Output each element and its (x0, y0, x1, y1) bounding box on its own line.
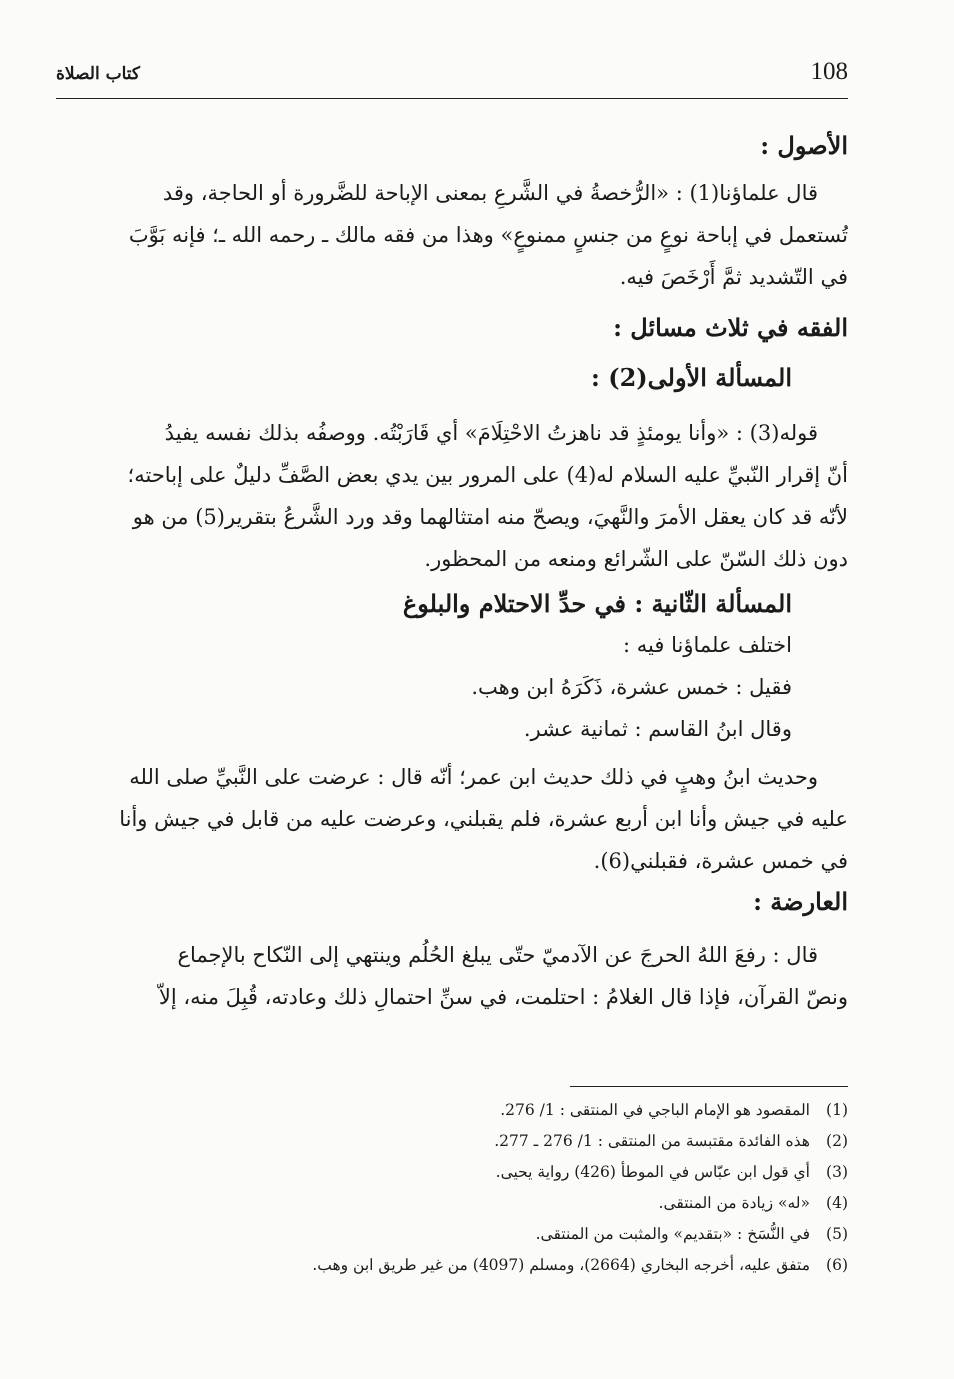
heading-fiqh: الفقه في ثلاث مسائل : (613, 313, 848, 342)
text-line: لأنّه قد كان يعقل الأمرَ والنَّهيَ، ويصحّ منه امتثالهما وقد ورد الشَّرعُ بتقرير(5) من هو (132, 505, 848, 529)
paragraph-masala-1 (56, 412, 848, 580)
text-line: اختلف علماؤنا فيه : (623, 633, 792, 657)
footnotes (56, 1086, 848, 1281)
text-line: فقيل : خمس عشرة، ذَكَرَهُ ابن وهب. (471, 675, 792, 699)
footnote-6 (56, 1250, 848, 1281)
footnote-number: (3) (826, 1163, 848, 1181)
paragraph-hadith (56, 756, 848, 882)
text-line: عليه في جيش وأنا ابن أربع عشرة، فلم يقبلني، وعرضت عليه من قابل في جيش وأنا (119, 807, 848, 831)
text-line: أنّ إقرار النّبيِّ عليه السلام له(4) على المرور بين يدي بعض الصَّفِّ دليلٌ على إباحته؛ (127, 463, 848, 487)
footnote-number: (6) (826, 1256, 848, 1274)
text-line: قال : رفعَ اللهُ الحرجَ عن الآدميّ حتّى يبلغ الحُلُم وينتهي إلى النّكاح بالإجماع (177, 943, 818, 967)
footnote-3 (56, 1157, 848, 1188)
page-number: 108 (810, 58, 848, 85)
heading-arida: العارضة : (753, 887, 848, 916)
text-line: وقال ابنُ القاسم : ثمانية عشر. (523, 717, 792, 741)
paragraph-arida (56, 934, 848, 1018)
footnote-text: في النُّسَخ : «بتقديم» والمثبت من المنتقى. (535, 1225, 810, 1243)
text-line: تُستعمل في إباحة نوعٍ من جنسٍ ممنوعٍ» وهذا من فقه مالك ـ رحمه الله ـ؛ فإنه بَوَّبَ (128, 223, 848, 247)
footnote-2 (56, 1126, 848, 1157)
heading-usul: الأصول : (760, 131, 848, 160)
text-line: وحديث ابنُ وهبٍ في ذلك حديث ابن عمر؛ أنّه قال : عرضت على النَّبيِّ صلى الله (129, 765, 818, 789)
text-line: دون ذلك السّنّ على الشّرائع ومنعه من المحظور. (424, 547, 848, 571)
text-line: قوله(3) : «وأنا يومئذٍ قد ناهزتُ الاحْتِلَامَ» أي قَارَبْتُه. ووصفُه بذلك نفسه يفيدُ (164, 421, 818, 445)
text-line: في التّشديد ثمَّ أَرْخَصَ فيه. (619, 265, 848, 289)
footnote-text: متفق عليه، أخرجه البخاري (2664)، ومسلم (4097) من غير طريق ابن وهب. (312, 1256, 810, 1274)
text-line: في خمس عشرة، فقبلني(6). (593, 849, 848, 873)
text-line: ونصّ القرآن، فإذا قال الغلامُ : احتلمت، في سنِّ احتمالِ ذلك وعادته، قُبِلَ منه، إلاّ (158, 985, 848, 1009)
footnote-number: (4) (826, 1194, 848, 1212)
footnote-text: المقصود هو الإمام الباجي في المنتقى : 1/ 276. (500, 1101, 810, 1119)
text-line: قال علماؤنا(1) : «الرُّخصةُ في الشَّرعِ بمعنى الإباحة للضَّرورة أو الحاجة، وقد (162, 181, 818, 205)
page-header (56, 58, 848, 99)
running-title: كتاب الصلاة (56, 64, 141, 84)
paragraph-usul (56, 172, 848, 298)
heading-masala-2: المسألة الثّانية : في حدِّ الاحتلام والبلوغ (402, 589, 792, 618)
footnote-4 (56, 1188, 848, 1219)
footnote-number: (1) (826, 1101, 848, 1119)
heading-masala-1: المسألة الأولى(2) : (590, 363, 792, 392)
footnote-text: أي قول ابن عبّاس في الموطأ (426) رواية يحيى. (495, 1163, 810, 1181)
footnote-number: (2) (826, 1132, 848, 1150)
footnote-number: (5) (826, 1225, 848, 1243)
page-body (56, 126, 848, 1018)
footnote-1 (56, 1095, 848, 1126)
paragraph-masala-2 (56, 624, 848, 750)
footnote-text: هذه الفائدة مقتبسة من المنتقى : 1/ 276 ـ 277. (494, 1132, 810, 1150)
footnote-text: «له» زيادة من المنتقى. (658, 1194, 810, 1212)
footnote-5 (56, 1219, 848, 1250)
